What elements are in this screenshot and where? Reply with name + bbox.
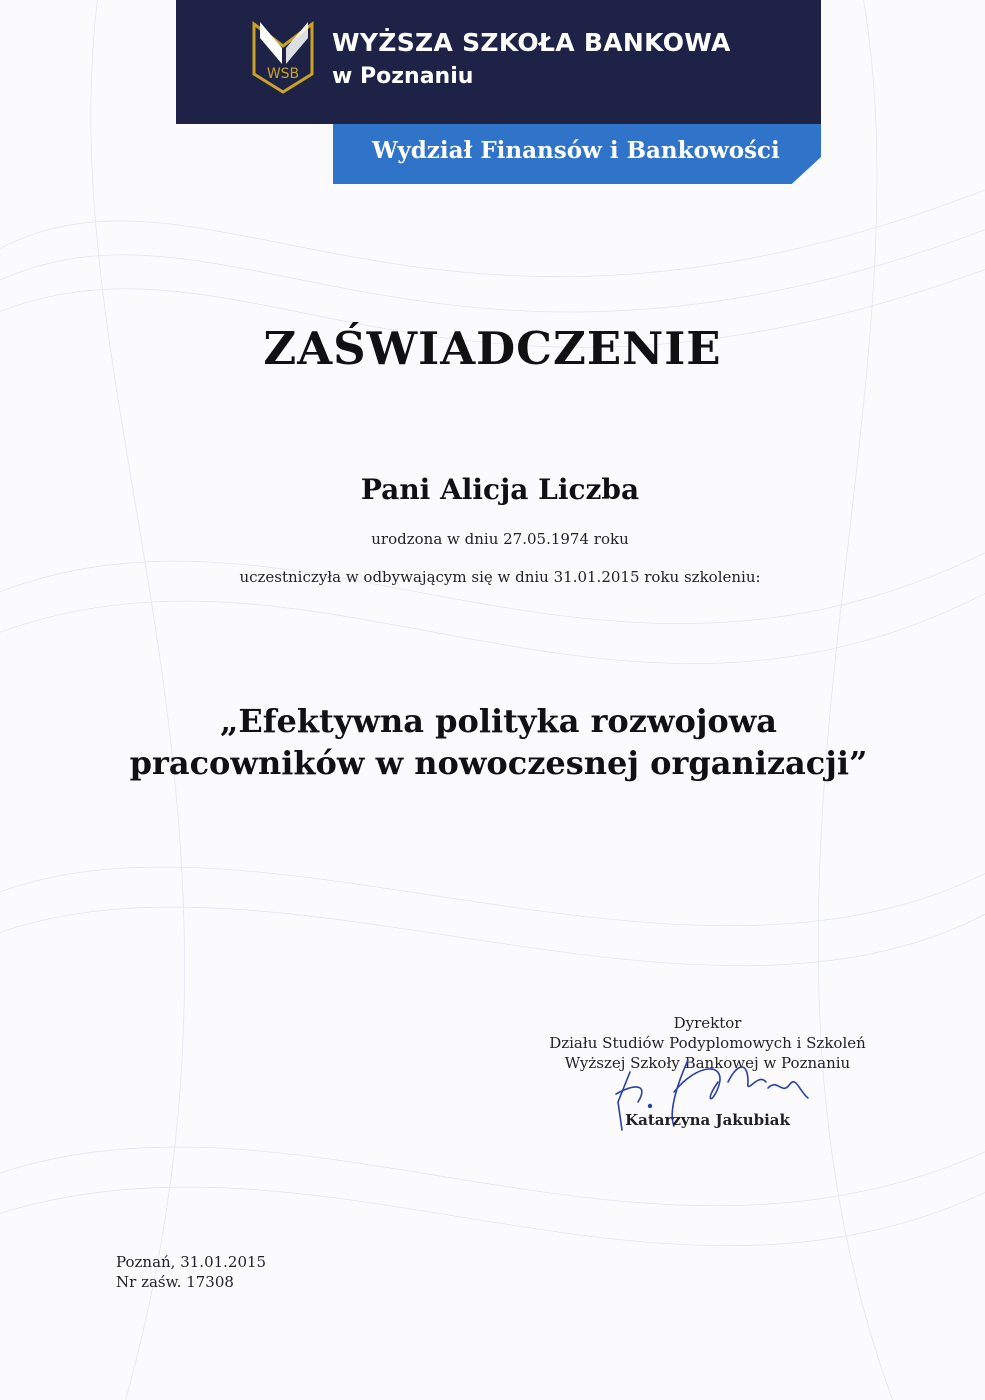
birth-date-line: urodzona w dniu 27.05.1974 roku [371, 530, 629, 548]
course-title [0, 700, 985, 784]
faculty-name: Wydział Finansów i Bankowości [372, 137, 780, 164]
footer-info [116, 1252, 266, 1292]
place-date: Poznań, 31.01.2015 [116, 1253, 267, 1271]
wsb-logo-icon [250, 20, 316, 96]
school-city: w Poznaniu [332, 64, 474, 89]
course-title-line-1: „Efektywna polityka rozwojowa [219, 702, 778, 740]
signatory-name: Katarzyna Jakubiak [625, 1111, 790, 1129]
school-name: WYŻSZA SZKOŁA BANKOWA [332, 28, 731, 57]
signatory-role-line-1: Dyrektor [673, 1014, 742, 1032]
signatory-role-line-2: Działu Studiów Podyplomowych i Szkoleń [549, 1034, 866, 1052]
participation-line: uczestniczyła w odbywającym się w dniu 31.01.2015 roku szkoleniu: [239, 568, 761, 586]
course-title-line-2: pracowników w nowoczesnej organizacji” [129, 744, 868, 782]
recipient-name: Pani Alicja Liczba [360, 473, 640, 506]
logo-text: WSB [266, 66, 300, 82]
certificate-number: Nr zaśw. 17308 [116, 1273, 234, 1291]
signatory-role-line-3: Wyższej Szkoły Bankowej w Poznaniu [564, 1054, 851, 1072]
certificate-title: ZAŚWIADCZENIE [263, 322, 722, 375]
